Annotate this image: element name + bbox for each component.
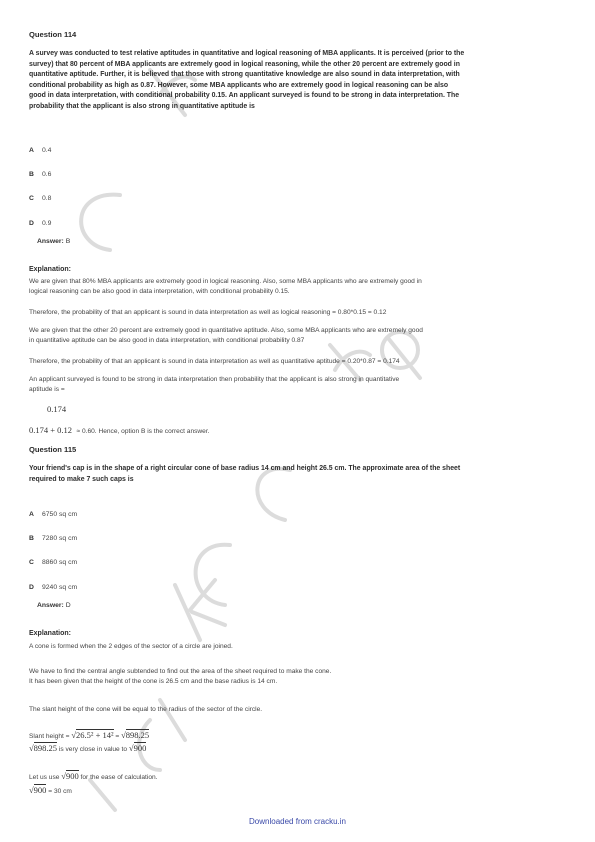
option-a xyxy=(29,147,51,154)
option-letter: C xyxy=(29,559,34,566)
answer-114 xyxy=(37,238,70,245)
footer-link[interactable]: Downloaded from cracku.in xyxy=(249,817,346,826)
question-text-line: required to make 7 such caps is xyxy=(29,475,134,483)
approximation-line: √898.25 is very close in value to √900 xyxy=(29,743,147,753)
option-text: 9240 sq cm xyxy=(42,584,78,591)
option-text: 8860 sq cm xyxy=(42,559,78,566)
fraction-result: ≈ 0.60. Hence, option B is the correct answer. xyxy=(76,428,210,435)
option-d xyxy=(29,220,51,227)
option-letter: D xyxy=(29,584,34,591)
option-d xyxy=(29,584,77,591)
option-letter: B xyxy=(29,535,34,542)
explanation-line: Therefore, the probability of that an applicant is sound in data interpretation as well as logical reasoning = 0.80*0.15 = 0.12 xyxy=(29,309,387,316)
question-115-title: Question 115 xyxy=(29,445,77,454)
explanation-heading: Explanation: xyxy=(29,266,72,273)
result-text: = 30 cm xyxy=(48,788,72,795)
option-text: 6750 sq cm xyxy=(42,511,78,518)
sqrt-expression: 26.5² + 14² xyxy=(76,730,114,740)
explanation-line: in quantitative aptitude can be also good in data interpretation, with conditional probability 0.87 xyxy=(29,337,305,344)
explanation-line: aptitude is = xyxy=(29,386,65,393)
text-fragment: Let us use xyxy=(29,774,60,781)
explanation-paragraph xyxy=(29,277,567,297)
answer-value: D xyxy=(65,602,71,609)
question-114-text xyxy=(29,49,567,112)
option-letter: D xyxy=(29,220,34,227)
slant-height-equation: Slant height = √26.5² + 14² = √898.25 xyxy=(29,730,150,740)
question-text-line: probability that the applicant is also strong in quantitative aptitude is xyxy=(29,102,255,110)
question-114-title: Question 114 xyxy=(29,30,77,39)
explanation-line: logical reasoning can be also good in data interpretation, with conditional probability 0.15. xyxy=(29,288,290,295)
explanation-line: The slant height of the cone will be equal to the radius of the sector of the circle. xyxy=(29,706,263,713)
explanation-line: Therefore, the probability of that an applicant is sound in data interpretation as well as quantitative aptitude = 0.20*0.87 = 0.174 xyxy=(29,358,400,365)
option-c xyxy=(29,195,51,202)
option-text: 0.9 xyxy=(42,220,52,227)
answer-label: Answer: xyxy=(37,238,64,245)
explanation-heading: Explanation: xyxy=(29,630,72,637)
sqrt-expression: 900 xyxy=(65,771,79,781)
question-text-line: good in data interpretation, with conditional probability 0.15. An applicant surveyed is found to be strong in data interpretation. The xyxy=(29,92,460,99)
explanation-line: We are given that 80% MBA applicants are extremely good in logical reasoning. Also, some MBA applicants who are extremely good in xyxy=(29,278,422,285)
fraction-line xyxy=(29,420,210,438)
question-text-line: conditional probability as high as 0.87. However, some MBA applicants who are extremely good in logical reasoning can be also xyxy=(29,81,449,89)
question-text-line: quantitative aptitude. Further, it is believed that those with strong quantitative knowledge are also sound in data interpretation, with xyxy=(29,71,460,78)
option-letter: A xyxy=(29,511,34,518)
slant-label: Slant height = xyxy=(29,733,70,740)
explanation-paragraph xyxy=(29,667,567,687)
option-text: 7280 sq cm xyxy=(42,535,78,542)
sqrt-expression: 900 xyxy=(33,785,47,795)
sqrt-expression: 900 xyxy=(133,743,147,753)
fraction-numerator: 0.174 xyxy=(47,404,67,414)
option-a xyxy=(29,511,77,518)
explanation-paragraph xyxy=(29,375,567,395)
option-text: 0.6 xyxy=(42,171,52,178)
question-text-line: survey) that 80 percent of MBA applicants are extremely good in logical reasoning, while the other 20 percent are extremely good in xyxy=(29,60,460,68)
sqrt-expression: 898.25 xyxy=(125,730,150,740)
explanation-line: A cone is formed when the 2 edges of the sector of a circle are joined. xyxy=(29,643,233,650)
question-text-line: A survey was conducted to test relative aptitudes in quantitative and logical reasoning of MBA applicants. It is perceived (prior to the xyxy=(29,50,465,57)
option-b xyxy=(29,535,77,542)
fraction-denominator: 0.174 + 0.12 xyxy=(29,425,73,435)
equals-sign: = xyxy=(115,733,120,740)
question-text-line: Your friend's cap is in the shape of a right circular cone of base radius 14 cm and height 26.5 cm. The approximate area of the sheet xyxy=(29,465,461,472)
explanation-paragraph xyxy=(29,326,567,346)
option-b xyxy=(29,171,51,178)
answer-label: Answer: xyxy=(37,602,64,609)
answer-115 xyxy=(37,602,71,609)
question-115-text xyxy=(29,464,567,485)
approximation-text: is very close in value to xyxy=(58,746,128,753)
explanation-line: We have to find the central angle subtended to find out the area of the sheet required to make the cone. xyxy=(29,668,332,675)
text-fragment: for the ease of calculation. xyxy=(80,774,158,781)
option-text: 0.8 xyxy=(42,195,52,202)
option-letter: A xyxy=(29,147,34,154)
sqrt-expression: 898.25 xyxy=(33,743,58,753)
result-line: √900 = 30 cm xyxy=(29,785,72,795)
option-letter: B xyxy=(29,171,34,178)
option-letter: C xyxy=(29,195,34,202)
explanation-line: An applicant surveyed is found to be strong in data interpretation then probability that the applicant is also strong in quantitative xyxy=(29,376,400,383)
explanation-line: It has been given that the height of the cone is 26.5 cm and the base radius is 14 cm. xyxy=(29,678,278,685)
answer-value: B xyxy=(65,238,71,245)
explanation-line: We are given that the other 20 percent are extremely good in quantitative aptitude. Also, some MBA applicants who are extremely good xyxy=(29,327,423,334)
option-text: 0.4 xyxy=(42,147,52,154)
option-c xyxy=(29,559,77,566)
simplification-line: Let us use √900 for the ease of calculation. xyxy=(29,771,158,781)
